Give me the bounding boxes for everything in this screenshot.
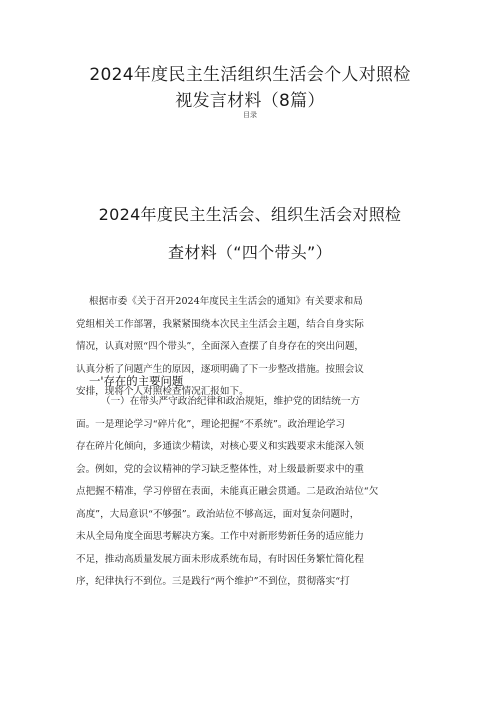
body-line: 存在碎片化倾向，多通读少精读，对核心要义和实践要求未能深入领 xyxy=(76,441,364,452)
section-heading: 一'存在的主要问题 xyxy=(89,374,184,388)
body-line: （一）在带头严守政治纪律和政治规矩，维护党的团结统一方 xyxy=(101,396,361,407)
body-line: 面。一是理论学习“碎片化”，理论把握“不系统”。政治理论学习 xyxy=(76,418,346,430)
document-title-line-2: 视发言材料（8篇） xyxy=(175,91,325,111)
intro-line: 情况，认真对照“四个带头”，全面深入查摆了自身存在的突出问题， xyxy=(76,341,365,352)
document-title xyxy=(40,62,460,114)
body-line: 会。例如，党的会议精神的学习缺乏整体性，对上级最新要求中的重 xyxy=(76,463,364,475)
body-line: 序，纪律执行不到位。三是践行“两个维护”不到位，贯彻落实“打 xyxy=(76,576,350,587)
intro-line: 认真分析了问题产生的原因，逐项明确了下一步整改措施。按照会议 xyxy=(76,363,364,375)
intro-line: 安排，现将个人对照检查情况汇报如下。 xyxy=(76,386,249,397)
document-title-line-1: 2024年度民主生活组织生活会个人对照检 xyxy=(89,65,411,85)
body-line: 点把握不精准，学习停留在表面，未能真正融会贯通。二是政治站位“欠 xyxy=(76,486,379,497)
body-line: 高度”，大局意识“不够强”。政治站位不够高远，面对复杂问题时， xyxy=(76,508,360,520)
toc-label: 目录 xyxy=(243,111,257,119)
body-line: 未从全局角度全面思考解决方案。工作中对新形势新任务的适应能力 xyxy=(76,531,364,542)
section-title-line-2: 查材料（“四个带头”） xyxy=(168,243,332,262)
section-title-line-1: 2024年度民主生活会、组织生活会对照检 xyxy=(98,205,402,224)
body-line: 不足，推动高质量发展方面未形成系统布局，有时因任务繁忙简化程 xyxy=(76,553,364,565)
intro-line: 党组相关工作部署，我紧紧围绕本次民主生活会主题，结合自身实际 xyxy=(76,318,364,330)
intro-line: 根据市委《关于召开2024年度民主生活会的通知》有关要求和局 xyxy=(89,296,363,307)
